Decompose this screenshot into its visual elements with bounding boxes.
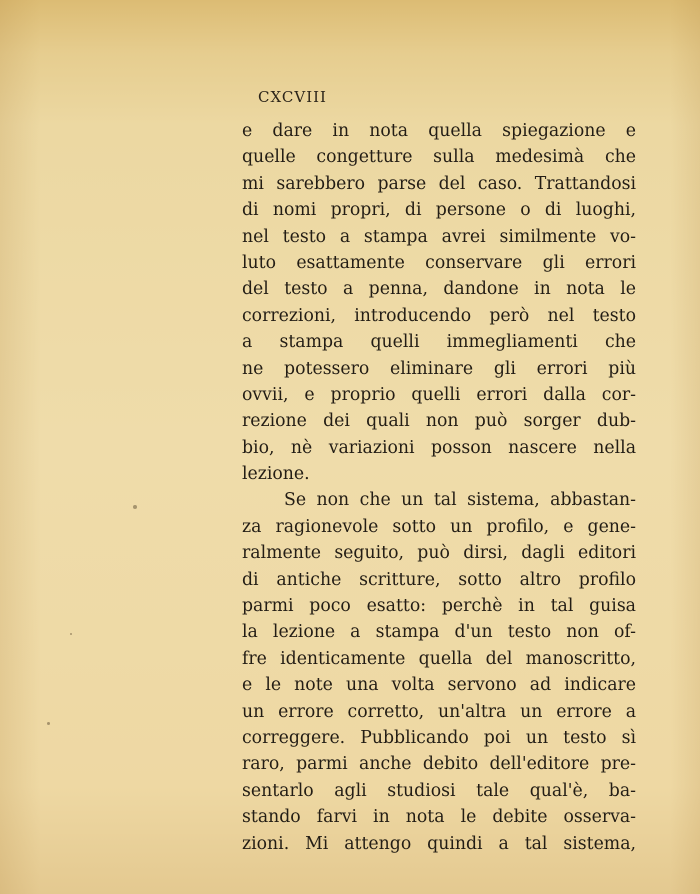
text-line: rezione dei quali non può sorger dub- — [242, 411, 636, 432]
text-line: zioni. Mi attengo quindi a tal sistema, — [242, 833, 636, 854]
page-number: CXCVIII — [258, 88, 327, 106]
text-line: bio, nè variazioni posson nascere nella — [242, 437, 636, 458]
text-line: un errore corretto, un'altra un errore a — [242, 701, 636, 722]
paper-speck — [70, 633, 72, 635]
paper-speck — [133, 505, 137, 509]
body-text — [242, 118, 636, 857]
paragraph-first-line: Se non che un tal sistema, abbastan- — [284, 490, 636, 511]
text-line: stando farvi in nota le debite osserva- — [242, 807, 636, 828]
text-line: ovvii, e proprio quelli errori dalla cor- — [242, 384, 636, 405]
page-edge-shadow-left — [0, 0, 40, 894]
text-line: di antiche scritture, sotto altro profilo — [242, 569, 636, 590]
text-line: la lezione a stampa d'un testo non of- — [242, 622, 636, 643]
page-edge-shadow-right — [670, 0, 700, 894]
text-line: e dare in nota quella spiegazione e — [242, 121, 636, 141]
text-line: nel testo a stampa avrei similmente vo- — [242, 226, 636, 247]
paper-speck — [47, 722, 50, 725]
paragraph-end-line: lezione. — [242, 464, 310, 485]
text-line: mi sarebbero parse del caso. Trattandosi — [242, 173, 636, 194]
text-line: raro, parmi anche debito dell'editore pre- — [242, 754, 636, 775]
text-line: fre identicamente quella del manoscritto, — [242, 648, 636, 669]
text-line: del testo a penna, dandone in nota le — [242, 279, 636, 300]
text-line: e le note una volta servono ad indicare — [242, 675, 636, 696]
text-line: luto esattamente conservare gli errori — [242, 252, 636, 273]
text-line: quelle congetture sulla medesimà che — [242, 147, 636, 168]
text-line: za ragionevole sotto un profilo, e gene- — [242, 516, 636, 537]
text-line: ne potessero eliminare gli errori più — [242, 358, 636, 379]
text-line: correzioni, introducendo però nel testo — [242, 305, 636, 326]
text-line: a stampa quelli immegliamenti che — [242, 332, 636, 353]
text-line: correggere. Pubblicando poi un testo sì — [242, 727, 636, 748]
text-line: di nomi propri, di persone o di luoghi, — [242, 200, 636, 221]
text-line: parmi poco esatto: perchè in tal guisa — [242, 596, 636, 617]
text-line: ralmente seguito, può dirsi, dagli editori — [242, 543, 636, 564]
text-line: sentarlo agli studiosi tale qual'è, ba- — [242, 780, 636, 801]
